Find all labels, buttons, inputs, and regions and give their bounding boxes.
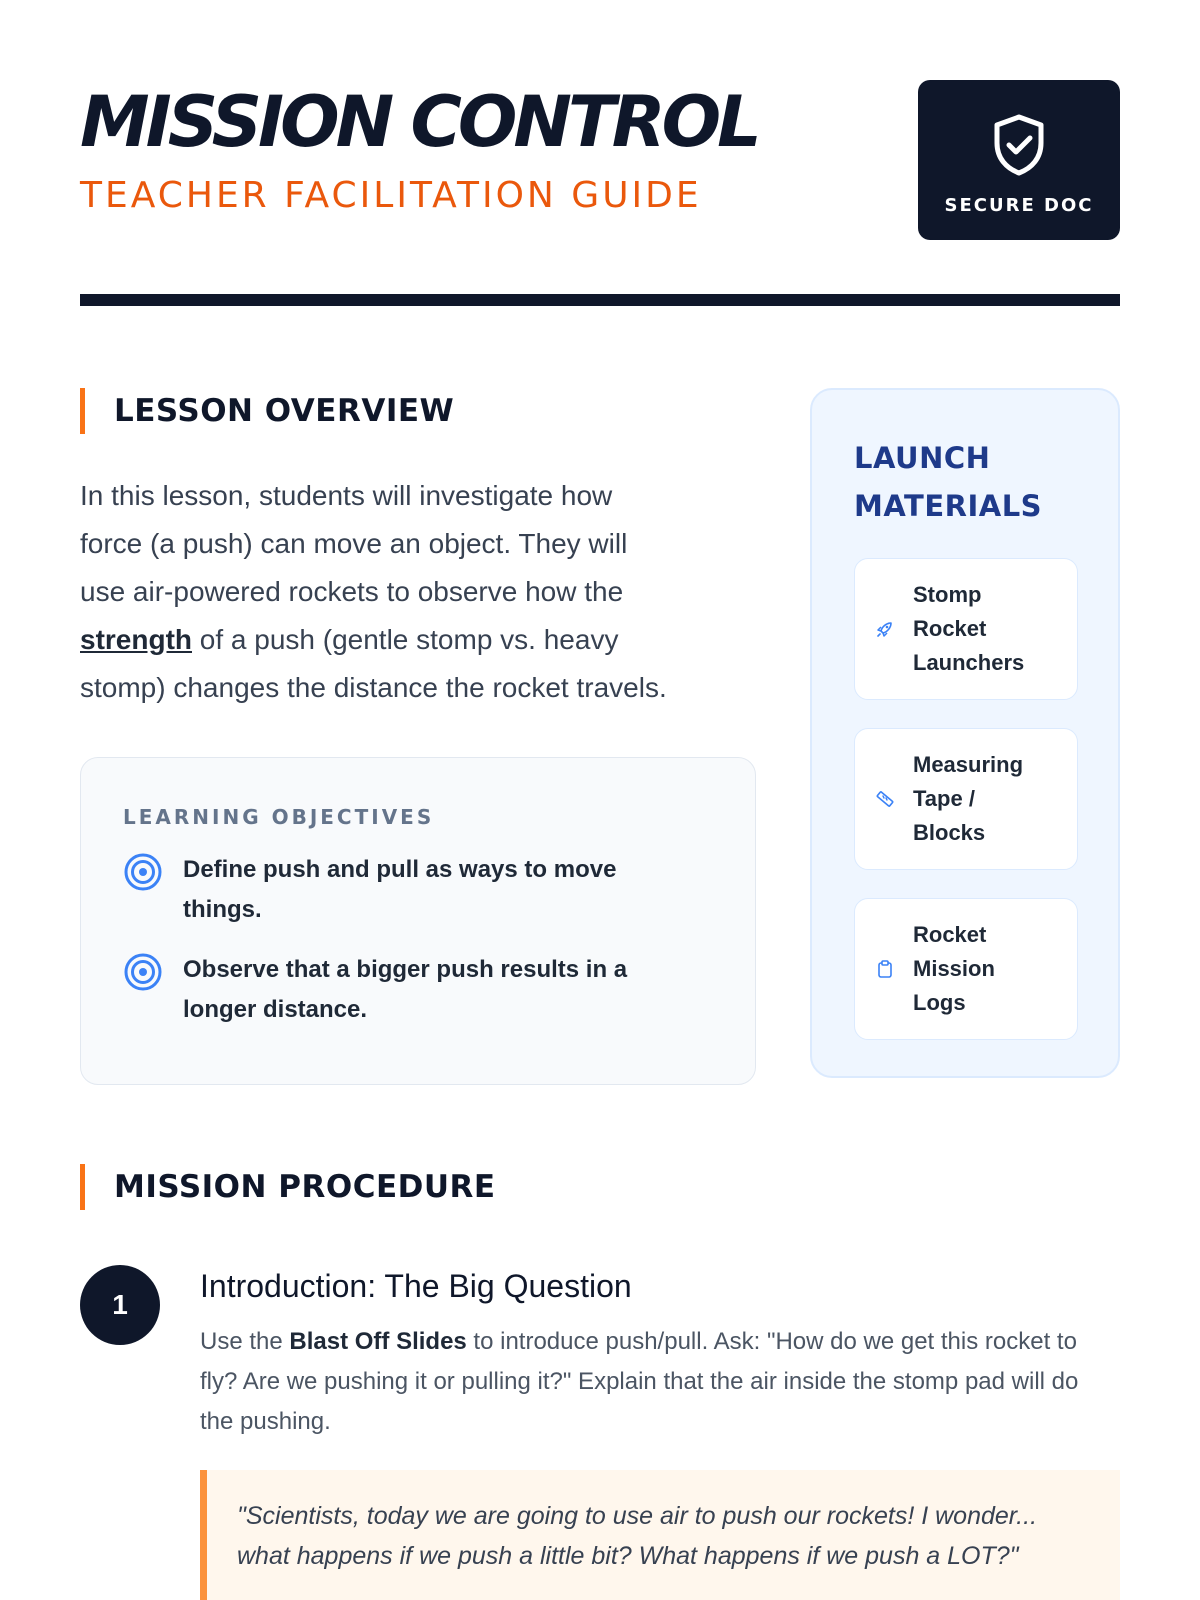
step-text-start: Use the <box>200 1328 290 1355</box>
material-label: Stomp Rocket Launchers <box>913 582 1025 675</box>
secure-doc-badge <box>918 80 1120 240</box>
material-item-mission-logs <box>854 898 1078 1040</box>
overview-paragraph <box>80 472 680 712</box>
mission-procedure-heading: MISSION PROCEDURE <box>80 1164 496 1210</box>
material-label: Rocket Mission Logs <box>913 922 995 1015</box>
objective-item <box>123 850 713 930</box>
learning-objectives-card <box>80 757 756 1085</box>
launch-materials-panel <box>810 388 1120 1078</box>
overview-text-start: In this lesson, students will investigate how force (a push) can move an object. They will use air-powered rockets to observe how the <box>80 480 628 607</box>
document-subtitle: TEACHER FACILITATION GUIDE <box>80 175 702 216</box>
target-icon <box>123 952 163 992</box>
objective-item <box>123 950 713 1030</box>
overview-emphasis: strength <box>80 624 192 655</box>
shield-check-icon <box>991 113 1047 177</box>
header-divider <box>80 294 1120 306</box>
ruler-icon <box>875 789 895 809</box>
document-title: MISSION CONTROL <box>80 81 758 163</box>
learning-objectives-heading: LEARNING OBJECTIVES <box>123 805 435 829</box>
objective-text: Define push and pull as ways to move things. <box>183 856 617 923</box>
lesson-overview-heading: LESSON OVERVIEW <box>80 388 454 434</box>
teacher-script-quote <box>200 1470 1120 1600</box>
secure-doc-label: SECURE DOC <box>944 194 1094 216</box>
material-item-stomp-rocket <box>854 558 1078 700</box>
objective-text: Observe that a bigger push results in a longer distance. <box>183 956 628 1023</box>
clipboard-icon <box>875 959 895 979</box>
target-icon <box>123 852 163 892</box>
step-description <box>200 1322 1110 1442</box>
step-title: Introduction: The Big Question <box>200 1268 632 1304</box>
launch-materials-heading: LAUNCH MATERIALS <box>854 441 1043 523</box>
step-bold-text: Blast Off Slides <box>289 1328 467 1355</box>
material-label: Measuring Tape / Blocks <box>913 752 1024 845</box>
overview-text-end: of a push (gentle stomp vs. heavy stomp) changes the distance the rocket travels. <box>80 624 667 703</box>
step-text-end: to introduce push/pull. Ask: "How do we get this rocket to fly? Are we pushing it or pulling it?" Explain that the air inside the stomp pad will do the pushing. <box>200 1328 1079 1435</box>
document-header <box>80 80 1120 240</box>
quote-text: "Scientists, today we are going to use air to push our rockets! I wonder... what happens if we push a little bit? What happens if we push a LOT?" <box>237 1502 1038 1570</box>
rocket-icon <box>875 619 895 639</box>
material-item-measuring-tape <box>854 728 1078 870</box>
step-number-badge: 1 <box>80 1265 160 1345</box>
